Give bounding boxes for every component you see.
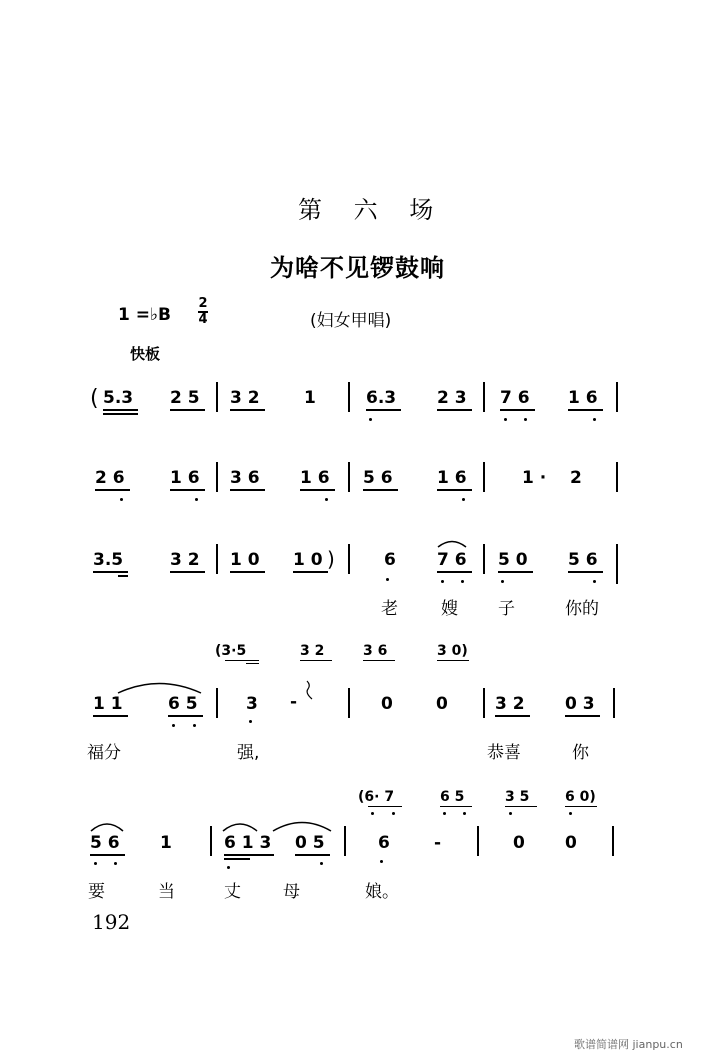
time-signature-bottom: 4	[198, 312, 208, 327]
note-group: 3	[246, 694, 258, 714]
barline	[483, 688, 485, 718]
note-group: 1 6	[170, 468, 200, 488]
note-group: 1 6	[437, 468, 467, 488]
note-group: 3 2	[230, 388, 260, 408]
paren-close: )	[327, 547, 335, 571]
note-group: -	[434, 833, 442, 853]
accompaniment-note: 3 5	[505, 789, 530, 805]
accompaniment-note: 6 5	[440, 789, 465, 805]
barline	[616, 544, 618, 584]
accompaniment-note: 3 2	[300, 643, 325, 659]
barline	[348, 462, 350, 492]
note-group: 1 6	[568, 388, 598, 408]
barline	[348, 544, 350, 574]
barline	[216, 382, 218, 412]
note-group: 6.3	[366, 388, 397, 408]
accompaniment-note: (6· 7	[358, 789, 395, 805]
barline	[348, 688, 350, 718]
song-title: 为啥不见锣鼓响	[270, 254, 445, 282]
barline	[616, 462, 618, 492]
singer-note: (妇女甲唱)	[310, 311, 392, 331]
accompaniment-note: 3 6	[363, 643, 388, 659]
lyric: 母	[283, 882, 300, 902]
note-group: 0	[381, 694, 393, 714]
note-group: 2 3	[437, 388, 467, 408]
note-group: 1	[160, 833, 172, 853]
note-group: 5 6	[90, 833, 120, 853]
barline	[483, 382, 485, 412]
note-group: 5 6	[363, 468, 393, 488]
lyric: 强,	[237, 743, 260, 763]
accompaniment-note: (3·5	[215, 643, 247, 659]
barline	[612, 826, 614, 856]
barline	[477, 826, 479, 856]
lyric: 老	[381, 599, 398, 619]
key-signature: 1 =♭B	[118, 305, 171, 325]
barline	[216, 688, 218, 718]
barline	[216, 462, 218, 492]
note-group: 2 5	[170, 388, 200, 408]
note-group: -	[290, 692, 298, 712]
note-group: 3 6	[230, 468, 260, 488]
scene-title: 第 六 场	[298, 196, 446, 224]
lyric: 福分	[87, 743, 121, 763]
note-group: 0	[565, 833, 577, 853]
note-group: 2	[570, 468, 582, 488]
barline	[483, 544, 485, 574]
note-group: 3 2	[495, 694, 525, 714]
page-number: 192	[92, 910, 131, 934]
note-group: 6 1 3	[224, 833, 272, 853]
time-signature	[198, 298, 208, 326]
note-group: 2 6	[95, 468, 125, 488]
note-group: 6 5	[168, 694, 198, 714]
note-group: 5 0	[498, 550, 528, 570]
barline	[216, 544, 218, 574]
lyric: 当	[158, 882, 175, 902]
note-group: 1 1	[93, 694, 123, 714]
lyric: 恭喜	[487, 743, 521, 763]
lyric: 你的	[565, 599, 599, 619]
lyric: 子	[498, 599, 515, 619]
time-signature-top: 2	[198, 296, 208, 311]
accompaniment-note: 6 0)	[565, 789, 596, 805]
lyric: 娘。	[365, 882, 399, 902]
note-group: 0	[513, 833, 525, 853]
paren-open: (	[90, 386, 99, 411]
note-group: 1 0	[293, 550, 323, 570]
note-group: 1	[304, 388, 316, 408]
note-group: 3 2	[170, 550, 200, 570]
barline	[483, 462, 485, 492]
accompaniment-note: 3 0)	[437, 643, 468, 659]
barline	[344, 826, 346, 856]
barline	[210, 826, 212, 856]
note-group: 1 0	[230, 550, 260, 570]
barline	[348, 382, 350, 412]
note-group: 0	[436, 694, 448, 714]
note-group: 6	[384, 550, 396, 570]
lyric: 你	[572, 743, 589, 763]
barline	[616, 382, 618, 412]
note-group: 1 ·	[522, 468, 547, 488]
tempo-marking: 快板	[130, 345, 161, 363]
note-group: 5.3	[103, 388, 134, 408]
watermark: 歌谱简谱网 jianpu.cn	[574, 1038, 683, 1051]
lyric: 要	[88, 882, 105, 902]
note-group: 1 6	[300, 468, 330, 488]
note-group: 0 5	[295, 833, 325, 853]
lyric: 丈	[224, 882, 241, 902]
barline	[613, 688, 615, 718]
note-group: 3.5	[93, 550, 124, 570]
note-group: 7 6	[500, 388, 530, 408]
note-group: 5 6	[568, 550, 598, 570]
note-group: 0 3	[565, 694, 595, 714]
lyric: 嫂	[441, 599, 458, 619]
note-group: 6	[378, 833, 390, 853]
note-group: 7 6	[437, 550, 467, 570]
